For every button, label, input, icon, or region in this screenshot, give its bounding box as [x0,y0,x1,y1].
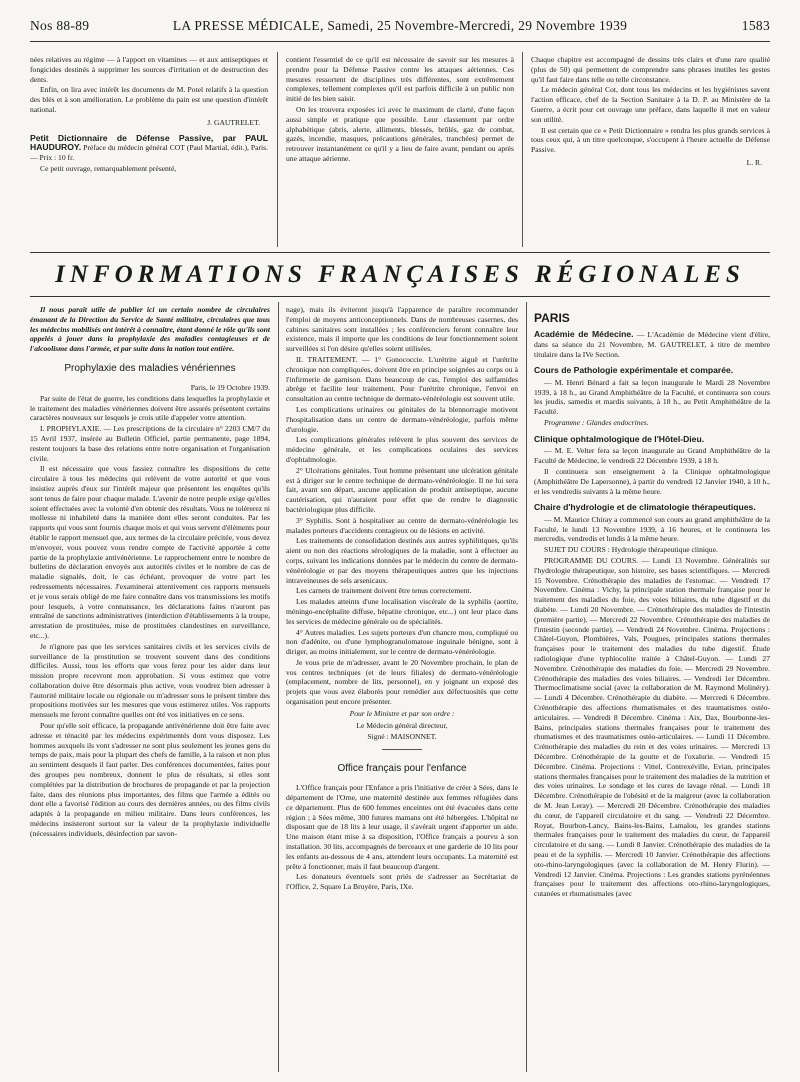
paragraph: Il est certain que ce « Petit Dictionnaire » rendra les plus grands services à tous ceux qui, à un titre quelconque, s'occupent à l'heure actuelle de Défense Passive. [531,125,770,155]
paragraph: Je vous prie de m'adresser, avant le 20 Novembre prochain, le plan de vos centres techniques (et de leurs filiales) de dermato-vénéréologie (emplacement, nombre de lits, personnel), en y joignant un exposé des projets que vous avez élaborés pour remédier aux défectuosités que cette organisation peut encore présenter. [286,657,518,707]
signature-line: Le Médecin général directeur, [356,720,448,730]
paragraph: L'Office français pour l'Enfance a pris l'initiative de créer à Sées, dans le département de l'Orne, une maternité destinée aux femmes réfugiées dans ce département. Plus de 600 femmes enceintes ont été évacuées dans cette région ; à Sées même, 300 futures mamans ont été hébergées. L'hôpital ne disposant que de 18 lits à leur usage, il s'avérait urgent d'apporter un aide. Une maison étant mise à sa disposition, l'Office français a pourvu à son installation. 30 lits, accompagnés de berceaux et une garderie de 10 lits pour les enfants au-dessous de 4 ans, attendent leurs occupants. La maternité est prête à fonctionner, mais il faut beaucoup d'argent. [286,783,518,871]
course-programme: PROGRAMME DU COURS. — Lundi 13 Novembre. Généralités sur l'hydrologie thérapeutique, son histoire, ses bases scientifiques. — Mercredi 15 Novembre. Crénothérapie des maladies de l'estomac. — Vendredi 17 Novembre. Cinéma : Vichy, la principale station thermale française pour le traitement des maladies du foie, des voies biliaires, du tube digestif et du diabète. — Lundi 20 Novembre. — Crénothérapie des maladies de l'intestin (première partie). — Mercredi 22 Novembre. Crénothérapie des maladies de l'intestin (seconde partie). — Vendredi 24 Novembre. Cinéma. Projections : Châtel-Guyon, Plombières, Vals, Pougues, principales stations thermales françaises pour le traitement des maladies du tube digestif. Étude radiologique d'une typhlocolite traitée à Châtel-Guyon. — Lundi 27 Novembre. Crénothérapie des maladies du foie. — Mercredi 29 Novembre. Crénothérapie des maladies des voies biliaires. — Vendredi 1er Décembre. Thermoclimatisme social (avec la collaboration de M. Raymond Molinéry). — Lundi 4 Décembre. Crénothérapie du diabète. — Mercredi 6 Décembre. Crénothérapie des affections rhumatismales et des traumatismes ostéo-articulaires. — Vendredi 8 Décembre. Cinéma : Aix, Dax, Bourbonne-les-Bains, principales stations thermales françaises pour le traitement des rhumatismes et des traumatismes ostéo-articulaires. — Lundi 11 Décembre. Crénothérapie des maladies du rein et des voies urinaires. — Mercredi 13 Décembre. Crénothérapie de la goutte et de l'oxalurie. — Vendredi 15 Décembre. Cinéma. Projections : Vittel, Contrexéville, Evian, principales stations thermales françaises pour le traitement des maladies de la nutrition et des voies urinaires. Le sondage et les cures de lavage rénal. — Lundi 18 Décembre. Crénothérapie de l'obésité et de la maigreur (avec la collaboration de M. Jean Leray). — Mercredi 20 Décembre. Crénothérapie des maladies du cœur, de l'appareil circulatoire et du sang. — Vendredi 22 Décembre. Royat, Bourbon-Lancy, Bains-les-Bains, Lamalou, les grandes stations thermales françaises pour le traitement des maladies du cœur, de l'appareil circulatoire et du sang. — Lundi 8 Janvier. Crénothérapie des maladies de la peau et de la syphilis. — Mercredi 10 Janvier. Crénothérapie des affections oto-rhino-laryngologiques (avec la collaboration de M. Henry Flurin). — Vendredi 12 Janvier. Cinéma. Projections : Les grandes stations pyrénéennes françaises pour le traitement des affections oto-rhino-laryngologiques, cutanées et rhumatismales (avec [534,556,770,899]
article-heading: Prophylaxie des maladies vénériennes [64,362,236,374]
separator-rule [382,749,422,750]
signature: J. GAUTRELET. [207,117,260,127]
paragraph: Les traitements de consolidation destinés aux autres syphilitiques, qu'ils aient ou non des réactions sérologiques de la maladie, sont à effectuer au corps, suivant les indications données par le médecin du centre de dermato-vénéréologie et par des moyens thérapeutiques autres que les injections intraveineuses de sels arsenicaux. [286,536,518,585]
column-divider [277,52,278,247]
paragraph: Les complications urinaires ou génitales de la blennorragie motivent l'hospitalisation dans un centre de dermato-vénéréologie, parfois même d'urologie. [286,404,518,434]
top-column-3 [531,55,770,250]
paragraph: contient l'essentiel de ce qu'il est nécessaire de savoir sur les mesures à prendre pour la Défense Passive contre les attaques aériennes. Ces mesures ressortent de disciplines très différentes, sont extrêmement complexes, tellement complexes qu'il est parfois difficile à un public non initié de les bien saisir. [286,55,514,104]
editorial-intro: Il nous paraît utile de publier ici un certain nombre de circulaires émanant de la Direction du Service de Santé militaire, circulaires que tous les médecins mobilisés ont intérêt à connaître, étant donné le rôle qu'ils sont appelés à jouer dans la prophylaxie des maladies contagieuses et de l'alcoolisme dans l'armée, et par suite dans la nation tout entière. [30,305,270,354]
column-divider [278,302,279,1072]
news-item [534,330,770,359]
item-text: — M. Henri Bénard a fait sa leçon inaugurale le Mardi 28 Novembre 1939, à 18 h., au Grand Amphithéâtre de la Faculté, et continuera son cours les jeudis, samedis et mardis suivants, à 18 h., au Petit Amphithéâtre de la Faculté. [534,377,770,417]
top-column-1 [30,55,268,250]
paragraph: Le médecin général Cot, dont tous les médecins et les hygiénistes savent l'action efficace, chef de la Section Sanitaire à la D. P. au Ministère de la Guerre, a écrit pour cet ouvrage une préface, dans laquelle il met en valeur son utilité. [531,85,770,124]
banner-rule [30,296,770,297]
item-text: — M. Maurice Chiray a commencé son cours au grand amphithéâtre de la Faculté, le lundi 13 Novembre 1939, à 16 heures, et le continuera les mercredis, vendredis et lundis à la même heure. [534,514,770,544]
city-heading: PARIS [534,311,570,325]
paragraph: Par suite de l'état de guerre, les conditions dans lesquelles la prophylaxie et le traitement des maladies vénériennes doivent être assurés présentent certains caractères nouveaux sur lesquels je crois utile d'appeler votre attention. [30,393,270,423]
item-heading: Chaire d'hydrologie et de climatologie thérapeutiques. [534,502,756,513]
paragraph: nage), mais ils éviteront jusqu'à l'apparence de paraître recommander l'emploi de moyens anticonceptionnels. Dans de nombreuses casernes, des cabines sanitaires sont installées ; les conférenciers feront connaître leur existence, mais il importe que les conditions de leur fonctionnement soient surveillées si l'on désire qu'elles soient utilisées. [286,305,518,354]
item-heading: Clinique ophtalmologique de l'Hôtel-Dieu. [534,433,705,444]
top-column-2 [286,55,514,250]
paragraph: Il est nécessaire que vous fassiez connaître les dispositions de cette circulaire à tous les médecins qui relèvent de votre autorité et que vous insistiez auprès d'eux sur l'intérêt majeur que présentent les enquêtes qu'ils sont tenus de faire pour chaque malade. L'avenir de notre peuple exige qu'elles soient effectuées avec la volonté d'en obtenir des résultats. Vous ne tolérerez ni mollesse ni inhabileté dans la manière dont elles seront conduites. Par les rapports qui vous sont fournis chaque mois et qui vous servent d'éléments pour établir le rapport mensuel que, aux termes de la circulaire précitée, vous devez m'envoyer, vous pouvez vous rendre compte de l'activité apportée à cette partie de la prophylaxie antivénérienne. Le rapprochement entre le nombre de bulletins de déclaration envoyés aux autorités civiles et le nombre de cas de maladie signalés, doit, le cas échéant, provoquer de votre part les redressements nécessaires. J'examinerai attentivement ces rapports mensuels et je vous serais obligé de me faire connaître dans vos transmissions les motifs pour lesquels, à votre connaissance, les déclarations faites n'auront pas entraîné de sanctions administratives (interdiction d'établissements à la troupe, arrestation de prostituées, mise de prostituées clandestines en surveillance, etc...). [30,464,270,640]
paragraph: Je n'ignore pas que les services sanitaires civils et les services civils de surveillance de la prostitution se trouvent souvent dans des conditions difficiles. Aussi, tous les efforts que vous ferez pour les aider dans leur mission propre recevront mon approbation. Si vous estimez que votre collaboration doive être désormais plus active, vous voudrez bien adresser à l'autorité militaire locale ou régionale ou m'adresser sous le présent timbre des propositions motivées sur les mesures que vous estimerez utiles. Vos rapports mensuels me feront connaître quelles ont été vos initiatives en ce sens. [30,641,270,720]
paragraph: Les carnets de traitement doivent être tenus correctement. [296,586,472,596]
header-rule [30,41,770,42]
paragraph: Enfin, on lira avec intérêt les documents de M. Potel relatifs à la question des blés et à son amélioration. Le problème du pain est une question d'intérêt national. [30,85,268,114]
column-divider [526,302,527,1072]
article-heading: Office français pour l'enfance [337,763,467,775]
item-heading: Académie de Médecine. [534,329,634,339]
left-column [30,305,270,1070]
paragraph: On les trouvera exposées ici avec le maximum de clarté, d'une façon aussi simple et pratique que possible. Leur classement par ordre alphabétique (abris, alerte, alliments, blessés, brûlés, gaz de combat, gazés, incendie, masques, précautions générales, tranchées) permet de retrouver instantanément ce qu'il y a lieu de faire avant, pendant ou après une attaque aérienne. [286,104,514,163]
item-text: Il continuera son enseignement à la Clinique ophtalmologique (Amphithéâtre De Lapersonne), à partir du vendredi 12 Janvier 1940, à 10 h., et les vendredis suivants à la même heure. [534,466,770,496]
running-header [30,18,770,38]
item-text: — M. E. Velter fera sa leçon inaugurale au Grand Amphithéâtre de la Faculté de Médecine, le vendredi 22 Décembre 1939, à 18 h. [534,446,770,466]
column-divider [522,52,523,247]
paragraph: Les donateurs éventuels sont priés de s'adresser au Secrétariat de l'Office, 2, Square La Bruyère, Paris, IXe. [286,872,518,892]
paragraph: 4° Autres maladies. Les sujets porteurs d'un chancre mou, compliqué ou non d'adénite, ou d'une lymphogranulomatose inguinale bénigne, sont à diriger, au moins initialement, sur le centre de dermato-vénéréologie. [286,627,518,657]
paragraph: I. PROPHYLAXIE. — Les prescriptions de la circulaire n° 2203 CM/7 du 15 Avril 1937, insérée au Bulletin Officiel, partie permanente, page 1894, restent toujours la base des relations entre notre organisation et l'organisation civile. [30,424,270,463]
paragraph: 3° Syphilis. Sont à hospitaliser au centre de dermato-vénéréologie les malades porteurs d'accidents contagieux ou de lésions en activité. [286,515,518,535]
paragraph: 2° Ulcérations génitales. Tout homme présentant une ulcération génitale est à diriger sur le centre technique de dermato-vénéréologie. Il ne lui sera fait, avant son départ, aucune application de produit antiseptique, aucune cautérisation, qui n'auraient pour effet que de rendre le diagnostic bactériologique plus difficile. [286,465,518,514]
signature-line: Pour le Ministre et par son ordre : [349,708,455,718]
section-rule [30,252,770,253]
journal-title: LA PRESSE MÉDICALE, Samedi, 25 Novembre-Mercredi, 29 Novembre 1939 [172,18,628,33]
middle-column [286,305,518,1070]
signature-line: Signé : MAISONNET. [367,732,437,742]
item-text: Programme : Glandes endocrines. [544,418,649,428]
item-heading: Cours de Pathologie expérimentale et comparée. [534,365,734,376]
paragraph: Les complications générales relèvent le plus souvent des services de médecine générale, et les complications oculaires des services d'ophtalmologie. [286,435,518,464]
signature: L. R. [746,157,762,167]
paragraph: Pour qu'elle soit efficace, la propagande antivénérienne doit être faite avec adresse et ténacité par les médecins expérimentés dont vous disposez. Les hommes auxquels ils vont s'adresser ne sont plus seulement les jeunes gens du temps de paix, mais pour la plupart des chefs de famille, à la raison et non plus au sentiment desquels il faut parler. Des conférences documentées, faites pour des groupes peu nombreux, donnent le plus de résultats, si elles sont complétées par la distribution de brochures de propagande et par la projection faite, dans des réunions plus importantes, des films que l'armée a édités ou dont elle a favorisé l'édition au cours des dernières années, ou des films civils adaptés à la propagande en milieu militaire. Dans leurs conférences, les médecins insisteront surtout sur la valeur de la prophylaxie individuelle (nécessaires individuels, désinfection par savon- [30,721,270,838]
right-column [534,305,770,1070]
book-reference: Préface du médecin général COT (Paul Martial, édit.), Paris. — Prix : 10 fr. [30,143,268,163]
page-number: 1583 [741,18,770,33]
separator [286,744,518,754]
paragraph: Chaque chapitre est accompagné de dessins très clairs et d'une rare qualité (plus de 50) qui permettent de comprendre sans phrases inutiles les gestes qu'il faut faire dans telle ou telle circonstance. [531,55,770,84]
dateline: Paris, le 19 Octobre 1939. [190,382,270,392]
paragraph: II. TRAITEMENT. — 1° Gonococcie. L'urétrite aiguë et l'urétrite chronique non compliquées, doivent être en principe soignées au corps ou à l'infirmerie de garnison. Dans beaucoup de cas, l'emploi des sulfamides abrège et facilite leur traitement. Pour l'urétrite chronique, l'envoi en consultation au centre technique de dermato-vénéréologie est souvent utile. [286,354,518,404]
paragraph: Les malades atteints d'une localisation viscérale de la syphilis (aortite, méningo-encéphalite diffuse, hépatite chronique, etc...) ont leur place dans les services de médecine générale ou de spécialités. [286,597,518,626]
issue-number: Nos 88-89 [30,18,90,33]
item-text: SUJET DU COURS : Hydrologie thérapeutique clinique. [544,545,718,555]
paragraph: Ce petit ouvrage, remarquablement présenté, [40,163,177,173]
section-banner: INFORMATIONS FRANÇAISES RÉGIONALES [55,261,745,288]
book-title: Petit Dictionnaire de Défense Passive, par PAUL HAUDUROY. [30,132,268,153]
item-text: — L'Académie de Médecine vient d'élire, dans sa séance du 21 Novembre, M. GAUTRELET, à titre de membre titulaire dans la IVe Section. [534,330,770,359]
paragraph: nées relatives au régime — à l'apport en vitamines — et aux antiseptiques et fongicides destinés à supprimer les sources d'irritation et de destruction des dents. [30,55,268,84]
book-review-heading [30,134,268,163]
